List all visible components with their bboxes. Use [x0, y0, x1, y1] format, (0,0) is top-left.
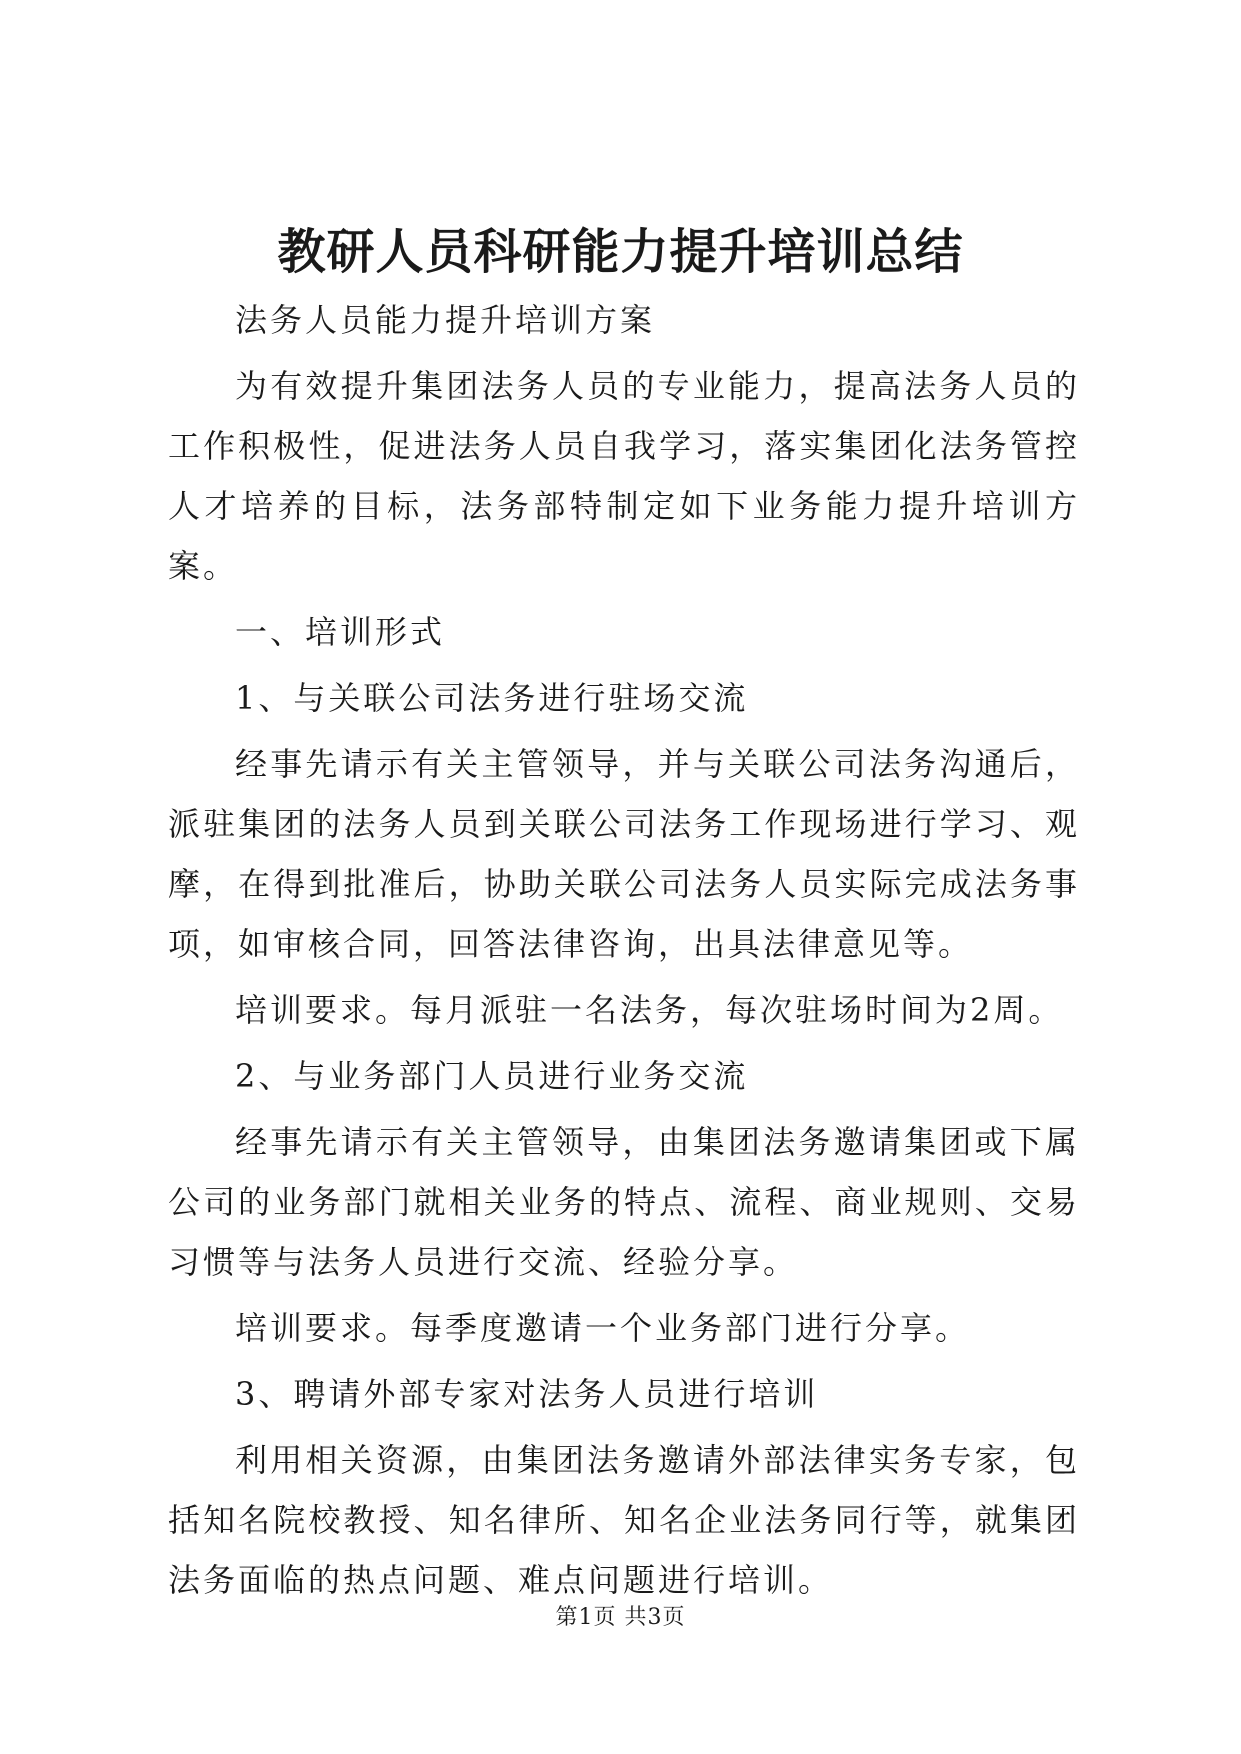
- section-heading: 一、培训形式: [235, 613, 446, 651]
- subsection-heading: 1、与关联公司法务进行驻场交流: [235, 679, 749, 717]
- document-title: 教研人员科研能力提升培训总结: [277, 224, 964, 280]
- page-footer: 第1页 共3页: [555, 1605, 686, 1630]
- paragraph: 经事先请示有关主管领导，并与关联公司法务沟通后，派驻集团的法务人员到关联公司法务工作现场进行学习、观摩，在得到批准后，协助关联公司法务人员实际完成法务事项，如审核合同，回答法律咨询，出具法律意见等。: [168, 745, 1080, 963]
- paragraph: 为有效提升集团法务人员的专业能力，提高法务人员的工作积极性，促进法务人员自我学习，落实集团化法务管控人才培养的目标，法务部特制定如下业务能力提升培训方案。: [168, 367, 1080, 585]
- paragraph: 法务人员能力提升培训方案: [235, 301, 656, 339]
- paragraph: 经事先请示有关主管领导，由集团法务邀请集团或下属公司的业务部门就相关业务的特点、流程、商业规则、交易习惯等与法务人员进行交流、经验分享。: [168, 1123, 1080, 1281]
- paragraph: 利用相关资源，由集团法务邀请外部法律实务专家，包括知名院校教授、知名律所、知名企业法务同行等，就集团法务面临的热点问题、难点问题进行培训。: [168, 1441, 1080, 1599]
- paragraph: 培训要求。每季度邀请一个业务部门进行分享。: [235, 1309, 971, 1347]
- document-body: [168, 290, 1080, 1616]
- subsection-heading: 2、与业务部门人员进行业务交流: [235, 1057, 749, 1095]
- paragraph: 培训要求。每月派驻一名法务，每次驻场时间为2周。: [235, 991, 1064, 1029]
- subsection-heading: 3、聘请外部专家对法务人员进行培训: [235, 1375, 819, 1413]
